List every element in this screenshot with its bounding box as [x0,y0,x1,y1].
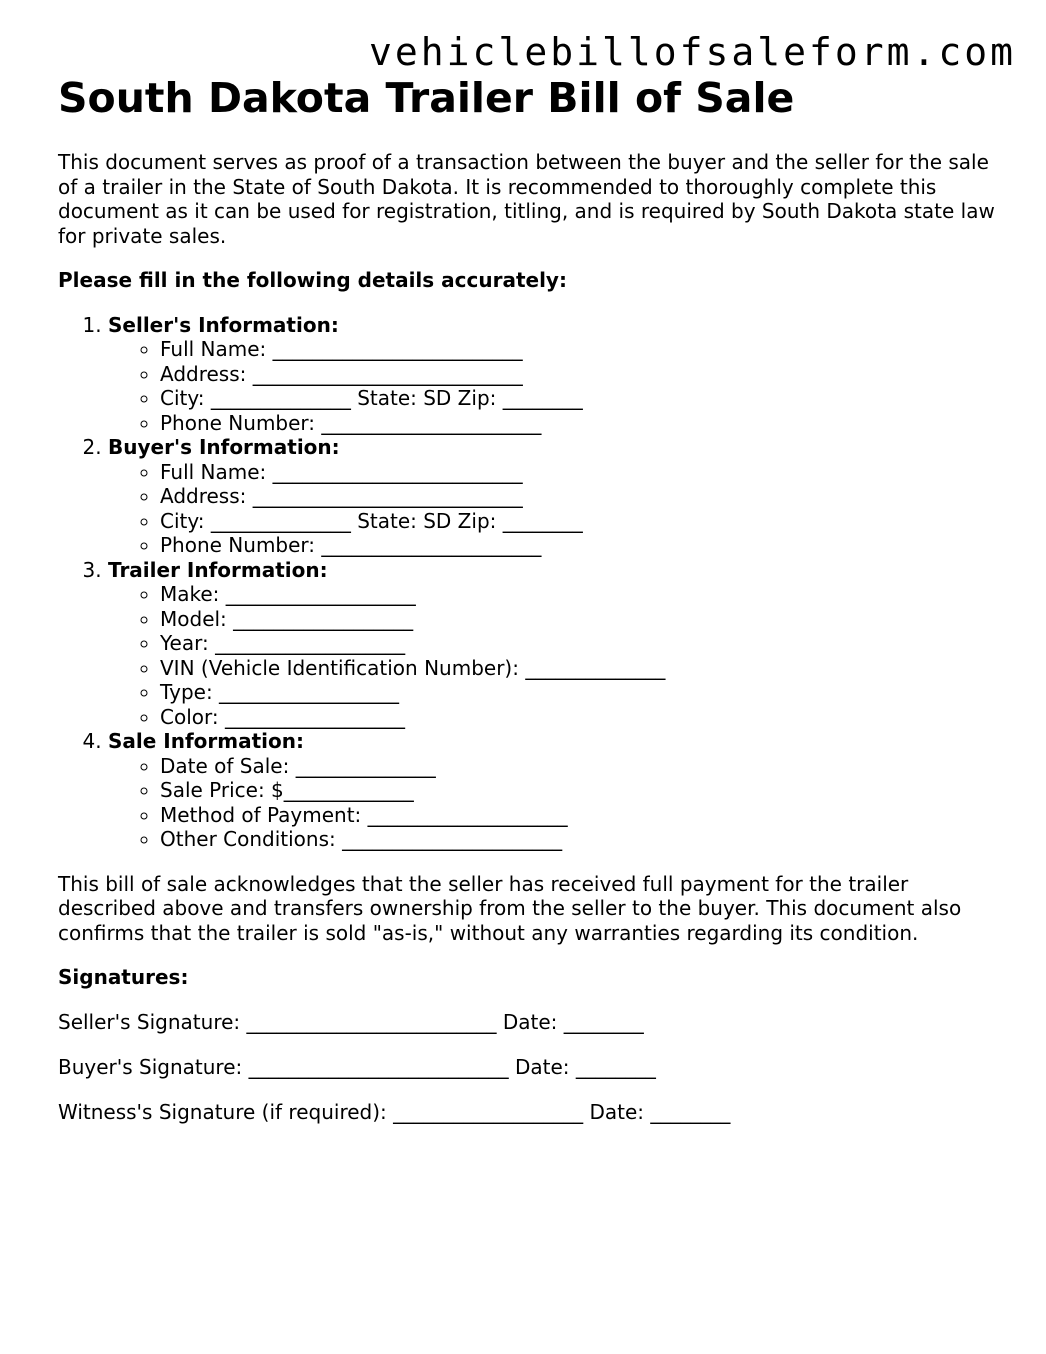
field-trailer-type: ◦ Type: __________________ [160,680,998,705]
field-seller-phone: ◦ Phone Number: ______________________ [160,411,998,436]
witness-signature-line: Witness's Signature (if required): ___________________ Date: ________ [58,1100,731,1124]
field-buyer-full-name: ◦ Full Name: _________________________ [160,460,998,485]
field-sale-price: ◦ Sale Price: $_____________ [160,778,998,803]
field-trailer-vin: ◦ VIN (Vehicle Identification Number): ______________ [160,656,998,681]
section-title: Buyer's Information: [108,435,340,459]
field-trailer-model: ◦ Model: __________________ [160,607,998,632]
field-seller-city-state-zip: ◦ City: ______________ State: SD Zip: ________ [160,386,998,411]
field-buyer-city-state-zip: ◦ City: ______________ State: SD Zip: ________ [160,509,998,534]
section-title: Trailer Information: [108,557,328,582]
field-method-of-payment: ◦ Method of Payment: ____________________ [160,803,998,828]
form-sections [58,313,998,852]
instruction-heading: Please fill in the following details accurately: [58,268,567,292]
field-list [108,337,998,435]
section-sale-information [108,729,998,852]
section-title: Seller's Information: [108,312,339,337]
intro-paragraph: This document serves as proof of a transaction between the buyer and the seller for the sale of a trailer in the State of South Dakota. It is recommended to thoroughly complete this document as it can be used for registration, titling, and is required by South Dakota state law for private sales. [58,150,995,248]
acknowledgement-paragraph: This bill of sale acknowledges that the seller has received full payment for the trailer described above and transfers ownership from the seller to the buyer. This document also confirms that the trailer is sold "as-is," without any warranties regarding its condition. [58,871,962,945]
field-list [108,460,998,558]
signatures-heading: Signatures: [58,965,189,989]
field-trailer-year: ◦ Year: ___________________ [160,631,998,656]
field-buyer-phone: ◦ Phone Number: ______________________ [160,533,998,558]
page-title: South Dakota Trailer Bill of Sale [58,74,795,122]
field-other-conditions: ◦ Other Conditions: ______________________ [160,827,998,852]
field-list [108,754,998,852]
section-buyer-information [108,435,998,558]
buyer-signature-line: Buyer's Signature: __________________________ Date: ________ [58,1055,656,1079]
section-title: Sale Information: [108,729,304,753]
document-body [58,150,998,1125]
field-seller-full-name: ◦ Full Name: _________________________ [160,337,998,362]
field-buyer-address: ◦ Address: ___________________________ [160,484,998,509]
site-watermark: vehiclebillofsaleform.com [369,30,1016,74]
field-trailer-make: ◦ Make: ___________________ [160,582,998,607]
seller-signature-line: Seller's Signature: _________________________ Date: ________ [58,1010,644,1034]
section-seller-information [108,313,998,436]
section-trailer-information [108,558,998,730]
field-trailer-color: ◦ Color: __________________ [160,705,998,730]
field-list [108,582,998,729]
field-seller-address: ◦ Address: ___________________________ [160,362,998,387]
field-date-of-sale: ◦ Date of Sale: ______________ [160,754,998,779]
